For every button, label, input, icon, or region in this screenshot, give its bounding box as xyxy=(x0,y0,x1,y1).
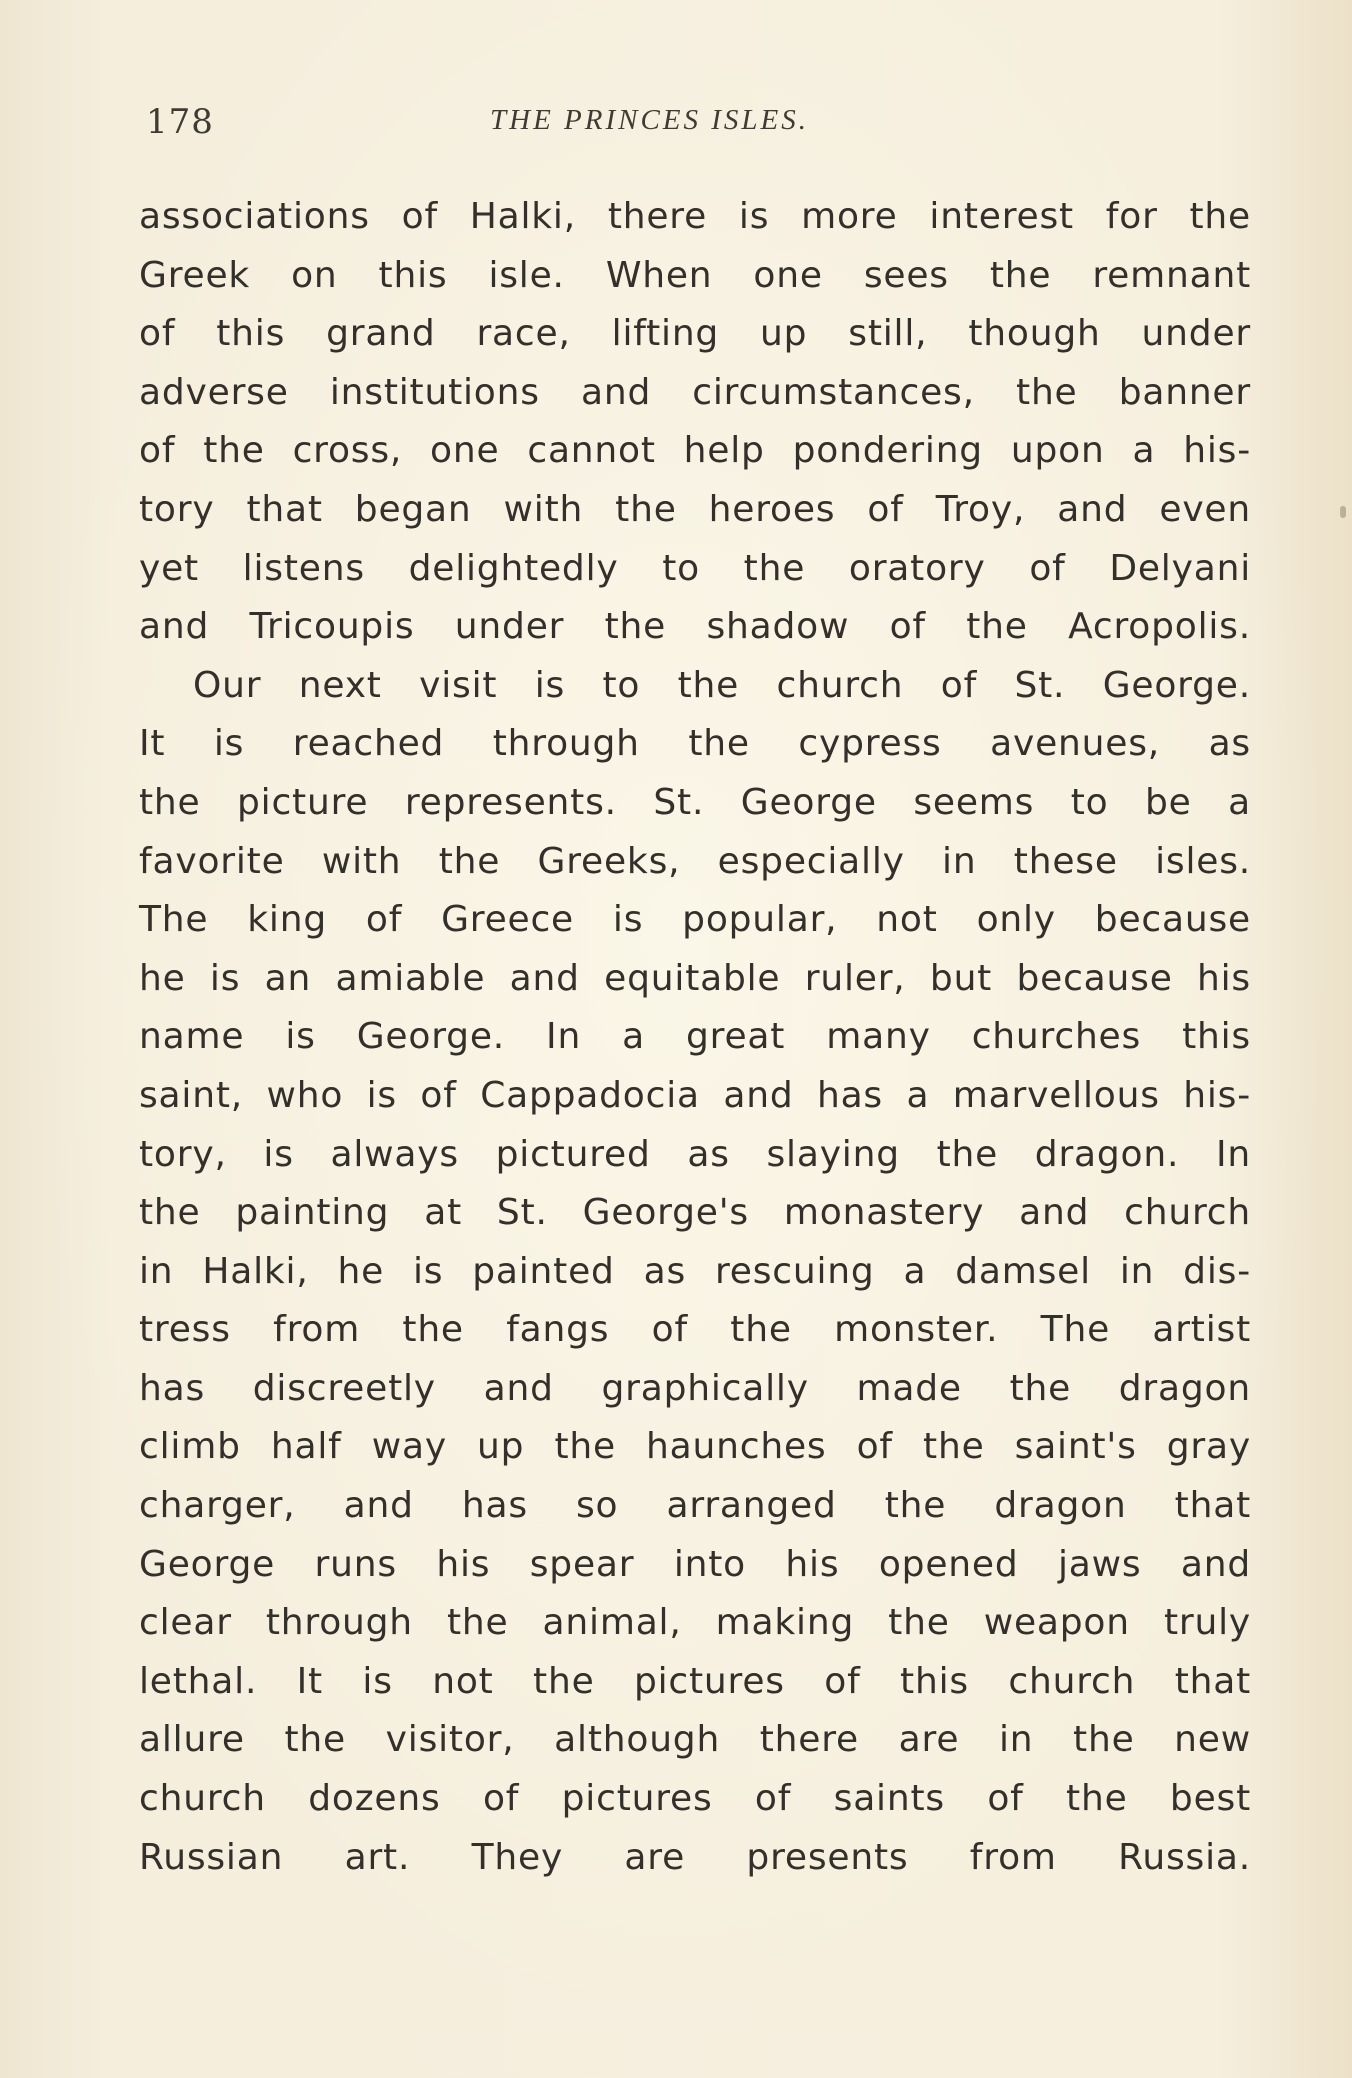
text-line: Russian art. They are presents from Russia. xyxy=(139,1836,1251,1878)
text-line: associations of Halki, there is more interest for the xyxy=(139,196,1251,237)
running-title: THE PRINCES ISLES. xyxy=(490,104,810,136)
text-line: allure the visitor, although there are in the new xyxy=(139,1719,1251,1761)
text-line: The king of Greece is popular, not only because xyxy=(139,899,1251,941)
paragraph-first-line: Our next visit is to the church of St. George. xyxy=(193,664,1251,706)
running-head xyxy=(140,98,1240,148)
text-line: saint, who is of Cappadocia and has a marvellous his- xyxy=(139,1074,1251,1116)
text-line: the picture represents. St. George seems to be a xyxy=(139,781,1251,823)
text-line: and Tricoupis under the shadow of the Acropolis. xyxy=(139,606,1251,648)
page-number: 178 xyxy=(146,102,214,142)
text-line: of the cross, one cannot help pondering upon a his- xyxy=(139,430,1251,472)
text-line: tress from the fangs of the monster. The artist xyxy=(139,1309,1251,1351)
text-line: adverse institutions and circumstances, the banner xyxy=(139,371,1251,413)
paper-speck xyxy=(1340,506,1346,518)
text-line: yet listens delightedly to the oratory of Delyani xyxy=(139,547,1251,589)
text-line: clear through the animal, making the weapon truly xyxy=(139,1602,1251,1644)
text-line: favorite with the Greeks, especially in these isles. xyxy=(139,840,1251,882)
text-line: George runs his spear into his opened jaws and xyxy=(139,1543,1251,1585)
text-line: has discreetly and graphically made the dragon xyxy=(139,1367,1251,1409)
text-line: tory, is always pictured as slaying the dragon. In xyxy=(139,1133,1251,1175)
text-line: charger, and has so arranged the dragon that xyxy=(139,1485,1251,1527)
text-line: lethal. It is not the pictures of this church that xyxy=(139,1660,1251,1702)
body-text xyxy=(139,188,1251,1887)
text-line: the painting at St. George's monastery and church xyxy=(139,1192,1251,1234)
text-line: climb half way up the haunches of the saint's gray xyxy=(139,1426,1251,1468)
text-line: tory that began with the heroes of Troy, and even xyxy=(139,488,1251,530)
text-line: name is George. In a great many churches this xyxy=(139,1016,1251,1058)
text-line: in Halki, he is painted as rescuing a damsel in dis- xyxy=(139,1250,1251,1292)
text-line: Greek on this isle. When one sees the remnant xyxy=(139,254,1251,296)
text-line: he is an amiable and equitable ruler, but because his xyxy=(139,957,1251,999)
text-line: of this grand race, lifting up still, though under xyxy=(139,313,1251,355)
text-line: It is reached through the cypress avenues, as xyxy=(139,723,1251,765)
text-line: church dozens of pictures of saints of the best xyxy=(139,1778,1251,1820)
